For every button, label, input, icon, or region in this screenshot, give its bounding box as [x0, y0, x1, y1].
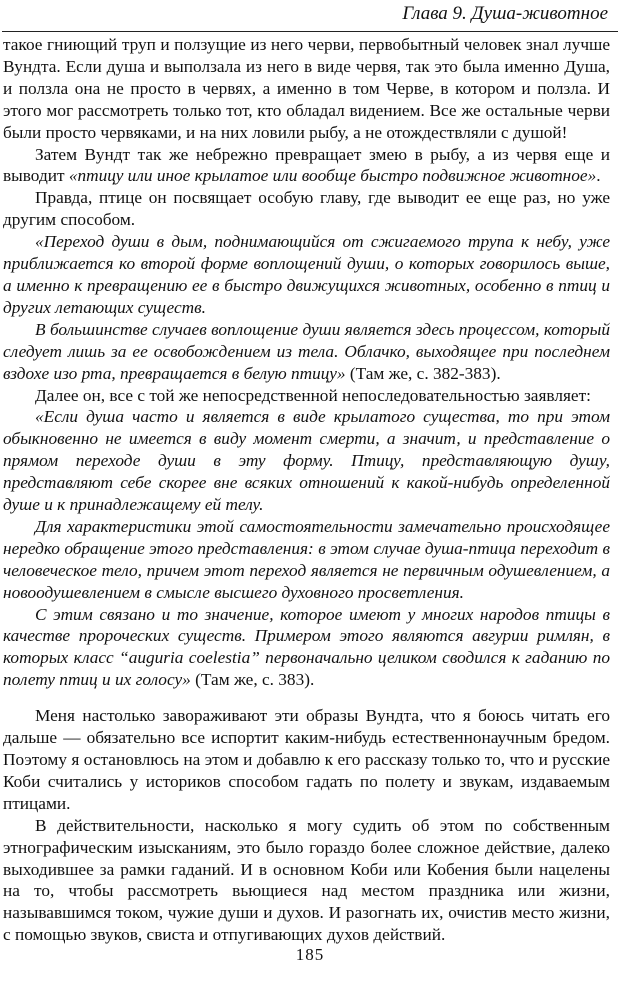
quote-paragraph	[3, 516, 610, 604]
paragraph	[3, 144, 610, 188]
text-run: Меня настолько завораживают эти образы Вундта, что я боюсь читать его дальше — обязательно все испортит каким-нибудь естественнонаучным бредом. Поэтому я остановлюсь на этом и добавлю к его рассказу только то, что и русские Коби считались у историков способом гадать по полету и звукам, издаваемым птицами.	[3, 706, 610, 813]
text-run: (Там же, с. 383).	[190, 670, 315, 690]
text-run: С этим связано и то значение, которое имеют у многих народов птицы в качестве пророческих существ. Примером этого являются авгурии римлян, в которых класс “auguria coelestia” первоначально целиком сводился к гаданию по полету птиц и их голосу»	[3, 604, 610, 690]
paragraph	[3, 385, 610, 407]
text-run: Далее он, все с той же непосредственной непоследовательностью заявляет:	[35, 385, 591, 405]
text-run: .	[596, 166, 601, 186]
body-text	[3, 34, 610, 946]
text-run: «Если душа часто и является в виде крылатого существа, то при этом обыкновенно не имеется в виду момент смерти, а значит, и представление о прямом переходе души в эту форму. Птицу, представляющую душу, представляют себе скорее вне всяких отношений к какой-нибудь определенной душе и к принадлежащему ей телу.	[3, 407, 610, 515]
text-run: «Переход души в дым, поднимающийся от сжигаемого трупа к небу, уже приближается ко второй форме воплощений души, о которых говорилось выше, а именно к превращению ее в быстро движущихся животных, особенно в птиц и других летающих существ.	[3, 232, 610, 317]
paragraph	[3, 815, 610, 946]
paragraph	[3, 705, 610, 815]
page-number: 185	[295, 945, 325, 964]
text-run: В большинстве случаев воплощение души является здесь процессом, который следует лишь за ее освобождением из тела. Облачко, выходящее при последнем вздохе изо рта, превращается в белую птицу»	[3, 319, 610, 383]
quote-paragraph	[3, 231, 610, 319]
text-run: (Там же, с. 382-383).	[345, 363, 501, 383]
text-run: «птицу или иное крылатое или вообще быстро подвижное животное»	[68, 166, 597, 186]
paragraph	[3, 34, 610, 144]
paragraph	[3, 187, 610, 231]
text-run: Правда, птице он посвящает особую главу, где выводит ее еще раз, но уже другим способом.	[3, 188, 610, 230]
quote-paragraph	[3, 319, 610, 385]
running-head: Глава 9. Душа-животное	[402, 3, 608, 24]
text-run: В действительности, насколько я могу судить об этом по собственным этнографическим изысканиям, это было гораздо более сложное действие, далеко выходившее за рамки гаданий. И в основном Коби или Кобения были нацелены на то, чтобы рассмотреть вьющиеся над местом праздника или жизни, называвшимся током, чужие души и духов. И разогнать их, очистив место жизни, с помощью звуков, свиста и отпугивающих духов действий.	[3, 815, 610, 945]
header-rule	[2, 31, 618, 32]
text-run: Затем Вундт так же небрежно превращает змею в рыбу, а из червя еще и выводит	[3, 144, 610, 186]
quote-paragraph	[3, 604, 610, 692]
quote-paragraph	[3, 406, 610, 516]
text-run: Для характеристики этой самостоятельности замечательно происходящее нередко обращение этого представления: в этом случае душа-птица переходит в человеческое тело, причем этот переход является не первичным одушевлением, а новоодушевлением в смысле высшего духовного просветления.	[3, 516, 610, 602]
text-run: такое гниющий труп и ползущие из него черви, первобытный человек знал лучше Вундта. Если душа и выползала из него в виде червя, так это была именно Душа, и ползла она не просто в червях, а именно в том Черве, в котором и ползла. И этого мог рассмотреть только тот, кто обладал видением. Все же остальные черви были просто червяками, и на них ловили рыбу, а не отождествляли с душой!	[3, 35, 610, 142]
